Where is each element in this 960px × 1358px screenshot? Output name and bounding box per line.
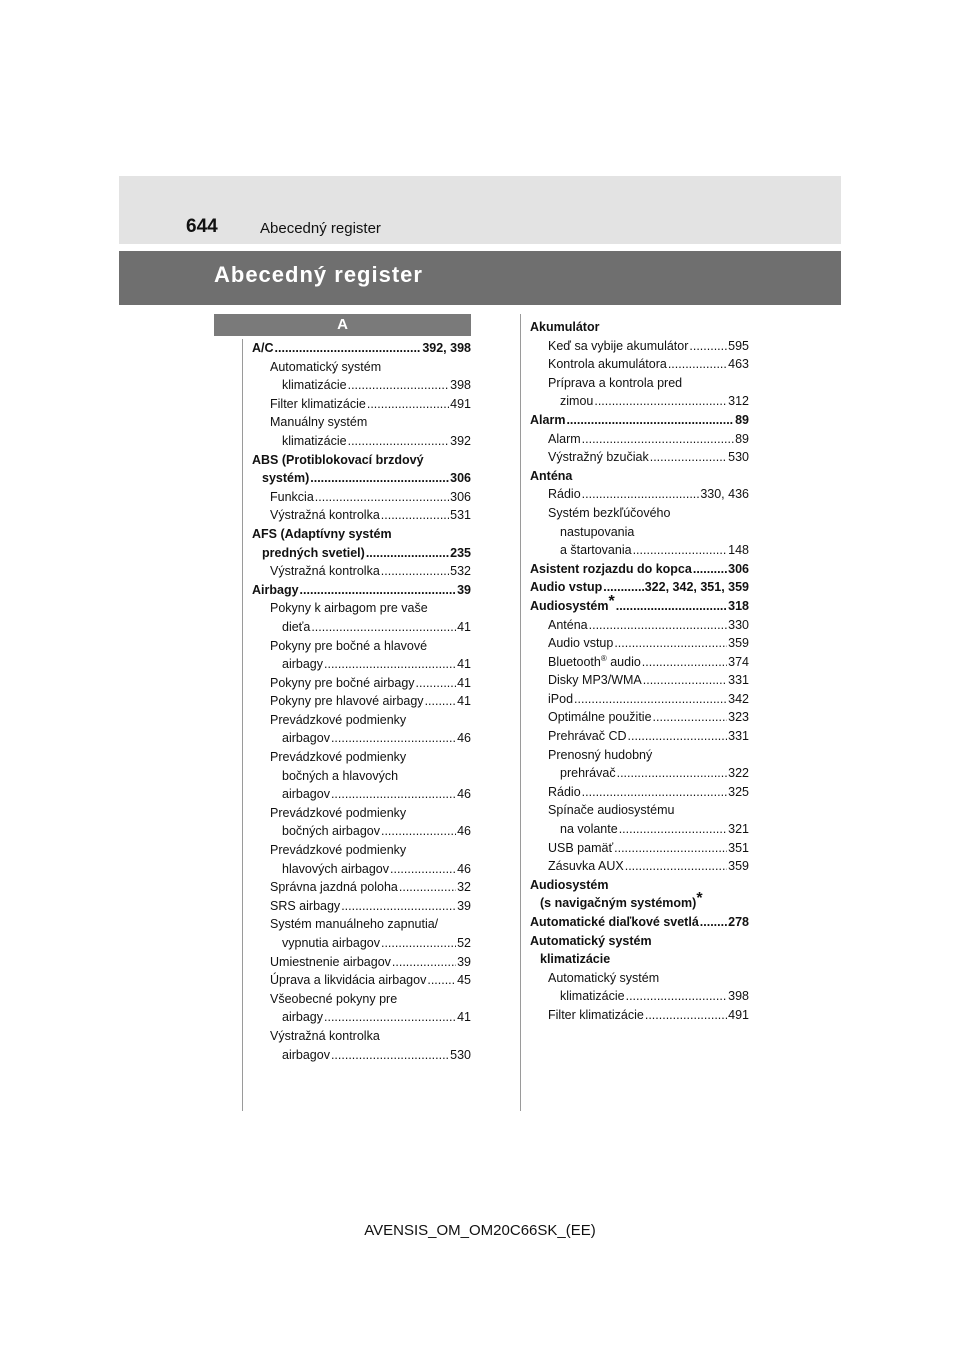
index-entry <box>252 860 471 879</box>
header-band <box>119 176 841 244</box>
index-column-1 <box>252 339 471 1064</box>
index-term: Automatický systém <box>530 933 652 948</box>
index-term: systém) <box>262 471 310 486</box>
page-reference: 52 <box>457 936 471 950</box>
index-entry <box>252 748 471 767</box>
dot-leader <box>617 764 728 783</box>
index-entry <box>530 467 749 486</box>
index-entry <box>252 655 471 674</box>
index-term: Prevádzkové podmienky <box>270 750 407 765</box>
index-entry <box>530 374 749 393</box>
index-term: ABS (Protiblokovací brzdový <box>252 452 424 467</box>
index-term: USB pamäť <box>548 840 614 855</box>
index-term: Rádio <box>548 487 581 502</box>
index-term: Manuálny systém <box>270 415 368 430</box>
index-entry <box>252 915 471 934</box>
index-term-suffix: audio <box>606 654 641 669</box>
dot-leader <box>315 488 449 507</box>
index-entry <box>530 485 749 504</box>
page-reference: 530 <box>450 1047 471 1062</box>
page-title: Abecedný register <box>214 262 423 287</box>
index-entry <box>252 767 471 786</box>
page-reference: 46 <box>457 787 471 802</box>
dot-leader <box>366 544 449 563</box>
page-reference: 532 <box>450 564 471 579</box>
index-entry <box>252 562 471 581</box>
index-term: A/C <box>252 341 274 355</box>
page-reference: 312 <box>728 394 749 409</box>
index-entry <box>530 708 749 727</box>
index-entry <box>252 897 471 916</box>
index-entry <box>252 544 471 563</box>
index-term: bočných airbagov <box>282 824 380 839</box>
index-term: Anténa <box>530 468 573 483</box>
index-term: Prevádzkové podmienky <box>270 843 407 858</box>
page-reference: 398 <box>728 989 749 1004</box>
index-term: Výstražný bzučiak <box>548 450 649 465</box>
dot-leader <box>616 597 727 616</box>
index-entry <box>530 560 749 579</box>
page-reference: 39 <box>457 954 471 969</box>
index-entry <box>530 671 749 690</box>
page-number: 644 <box>186 216 218 237</box>
dot-leader <box>324 1008 456 1027</box>
page-reference: 32 <box>457 880 471 895</box>
index-entry <box>252 1008 471 1027</box>
index-entry <box>252 637 471 656</box>
page-reference: 41 <box>457 657 471 672</box>
index-entry <box>530 857 749 876</box>
dot-leader <box>619 820 727 839</box>
index-entry <box>252 488 471 507</box>
index-term: Príprava a kontrola pred <box>548 375 683 390</box>
index-entry <box>530 987 749 1006</box>
dot-leader <box>367 395 449 414</box>
index-entry <box>530 764 749 783</box>
dot-leader <box>689 337 727 356</box>
index-entry <box>530 932 749 951</box>
index-term: predných svetiel) <box>262 545 365 560</box>
index-term: Anténa <box>548 617 588 632</box>
page-reference: 323 <box>728 710 749 725</box>
index-term: vypnutia airbagov <box>282 936 380 950</box>
index-entry <box>530 690 749 709</box>
index-entry <box>252 581 471 600</box>
letter-heading: A <box>214 314 471 336</box>
index-term: AFS (Adaptívny systém <box>252 526 392 541</box>
dot-leader <box>693 560 727 579</box>
page-reference: 318 <box>728 598 749 613</box>
index-entry <box>530 318 749 337</box>
page-reference: 595 <box>728 338 749 353</box>
dot-leader <box>310 469 449 488</box>
index-term: Výstražná kontrolka <box>270 1028 380 1043</box>
page-reference: 278 <box>728 915 749 929</box>
index-entry <box>530 616 749 635</box>
index-term: klimatizácie <box>540 952 611 967</box>
index-term: Audio vstup <box>548 636 614 651</box>
page-reference: 374 <box>728 654 749 669</box>
index-term: Všeobecné pokyny pre <box>270 991 398 1006</box>
index-term: Spínače audiosystému <box>548 803 675 818</box>
page-reference: 306 <box>450 471 471 486</box>
page-reference: 531 <box>450 508 471 523</box>
index-term: Systém bezkľúčového <box>548 505 671 520</box>
page-reference: 306 <box>450 489 471 504</box>
dot-leader <box>589 616 728 635</box>
dot-leader <box>381 934 456 953</box>
page-reference: 39 <box>457 898 471 913</box>
index-entry <box>252 376 471 395</box>
index-term: klimatizácie <box>560 989 625 1004</box>
dot-leader <box>645 1006 727 1025</box>
dot-leader <box>331 1046 449 1065</box>
index-entry <box>252 358 471 377</box>
page-reference: 491 <box>728 1007 749 1022</box>
index-entry <box>530 890 749 913</box>
index-entry <box>252 990 471 1009</box>
index-term: Automatický systém <box>548 970 660 985</box>
index-term: Zásuvka AUX <box>548 859 624 874</box>
asterisk-icon: * <box>608 592 615 610</box>
page-reference: 359 <box>728 859 749 874</box>
dot-leader <box>390 860 456 879</box>
index-term: Bluetooth® audio <box>548 653 641 669</box>
index-entry <box>252 711 471 730</box>
page-reference: 306 <box>728 561 749 576</box>
index-term: Umiestnenie airbagov <box>270 954 391 969</box>
dot-leader <box>650 448 727 467</box>
dot-leader <box>668 355 727 374</box>
dot-leader <box>331 729 456 748</box>
index-entry <box>252 618 471 637</box>
page-reference: 322 <box>728 766 749 781</box>
index-term: airbagy <box>282 657 323 672</box>
index-entry <box>530 653 749 672</box>
index-term: dieťa <box>282 619 311 634</box>
dot-leader <box>427 971 456 990</box>
page-reference: 359 <box>728 636 749 651</box>
page-reference: 330, 436 <box>700 487 749 502</box>
page-reference: 89 <box>735 431 749 446</box>
index-entry <box>252 432 471 451</box>
index-term: Audiosystém* <box>530 592 615 613</box>
index-term: Výstražná kontrolka <box>270 508 380 523</box>
index-term: prehrávač <box>560 766 616 781</box>
index-entry <box>252 506 471 525</box>
dot-leader <box>425 692 457 711</box>
index-entry <box>530 430 749 449</box>
index-term: Automatické diaľkové svetlá <box>530 915 699 929</box>
dot-leader <box>300 581 457 600</box>
index-term: Automatický systém <box>270 359 382 374</box>
dot-leader <box>582 430 734 449</box>
index-term: Airbagy <box>252 582 299 597</box>
index-entry <box>530 337 749 356</box>
index-term: hlavových airbagov <box>282 861 390 876</box>
index-entry <box>252 953 471 972</box>
dot-leader <box>348 376 450 395</box>
index-entry <box>530 578 749 597</box>
page-reference: 39 <box>457 582 471 597</box>
index-entry <box>530 448 749 467</box>
dot-leader <box>594 392 727 411</box>
page-reference: 235 <box>450 545 471 560</box>
index-term: Audio vstup <box>530 580 603 595</box>
index-entry <box>252 599 471 618</box>
index-term: Správna jazdná poloha <box>270 880 398 895</box>
page-reference: 398 <box>450 378 471 393</box>
index-entry <box>252 785 471 804</box>
dot-leader <box>614 634 727 653</box>
index-term: Výstražná kontrolka <box>270 564 380 579</box>
index-entry <box>252 804 471 823</box>
page-reference: 41 <box>457 694 471 709</box>
index-term: Pokyny k airbagom pre vaše <box>270 601 428 616</box>
index-entry <box>252 413 471 432</box>
index-entry <box>530 523 749 542</box>
index-term: Keď sa vybije akumulátor <box>548 338 689 353</box>
index-term: SRS airbagy <box>270 898 341 913</box>
index-term: Systém manuálneho zapnutia/ <box>270 917 439 932</box>
dot-leader <box>642 653 727 672</box>
dot-leader <box>566 411 734 430</box>
dot-leader <box>341 897 456 916</box>
index-entry <box>530 355 749 374</box>
index-entry <box>252 339 471 358</box>
footer-code: AVENSIS_OM_OM20C66SK_(EE) <box>364 1222 596 1239</box>
index-entry <box>252 822 471 841</box>
page-reference: 342 <box>728 691 749 706</box>
index-term: Prevádzkové podmienky <box>270 712 407 727</box>
index-entry <box>252 395 471 414</box>
page-reference: 148 <box>728 543 749 558</box>
index-term: Prevádzkové podmienky <box>270 805 407 820</box>
index-entry <box>252 1027 471 1046</box>
index-entry <box>530 746 749 765</box>
dot-leader <box>331 785 456 804</box>
page-reference: 392, 398 <box>422 341 471 355</box>
dot-leader <box>348 432 450 451</box>
index-entry <box>252 469 471 488</box>
registered-mark: ® <box>600 653 607 663</box>
index-term: Filter klimatizácie <box>548 1007 644 1022</box>
index-term: Alarm <box>548 431 581 446</box>
index-entry <box>252 934 471 953</box>
column-divider-left <box>242 339 243 1111</box>
dot-leader <box>643 671 727 690</box>
page-reference: 41 <box>457 675 471 690</box>
page-reference: 331 <box>728 673 749 688</box>
index-entry <box>530 592 749 616</box>
header-title: Abecedný register <box>260 220 381 237</box>
index-entry <box>252 878 471 897</box>
dot-leader <box>625 857 727 876</box>
dot-leader <box>381 562 449 581</box>
index-term: Akumulátor <box>530 320 600 334</box>
index-term: Disky MP3/WMA <box>548 673 642 688</box>
index-term: na volante <box>560 822 618 837</box>
page-reference: 321 <box>728 822 749 837</box>
index-entry <box>530 541 749 560</box>
index-term: klimatizácie <box>282 378 347 393</box>
index-entry <box>530 913 749 932</box>
page-reference: 46 <box>457 824 471 839</box>
index-term: Pokyny pre bočné a hlavové <box>270 638 428 653</box>
index-term: Kontrola akumulátora <box>548 357 667 372</box>
index-term: airbagov <box>282 731 330 746</box>
index-term: Pokyny pre bočné airbagy <box>270 675 415 690</box>
dot-leader <box>275 339 422 358</box>
index-entry <box>530 727 749 746</box>
index-entry <box>530 411 749 430</box>
index-entry <box>252 1046 471 1065</box>
page-reference: 330 <box>728 617 749 632</box>
index-entry <box>252 729 471 748</box>
dot-leader <box>416 674 457 693</box>
index-term: Alarm <box>530 412 566 427</box>
index-term: klimatizácie <box>282 433 347 448</box>
index-term: Optimálne použitie <box>548 710 652 725</box>
dot-leader <box>381 506 449 525</box>
page-reference: 322, 342, 351, 359 <box>644 580 749 595</box>
index-term: Rádio <box>548 784 581 799</box>
index-entry <box>252 451 471 470</box>
index-entry <box>530 392 749 411</box>
index-term: Asistent rozjazdu do kopca <box>530 561 692 576</box>
index-term: a štartovania <box>560 543 632 558</box>
page-reference: 46 <box>457 731 471 746</box>
index-term: Prenosný hudobný <box>548 747 653 762</box>
index-term: airbagy <box>282 1010 323 1025</box>
page-reference: 41 <box>457 1010 471 1025</box>
page-reference: 331 <box>728 729 749 744</box>
index-entry <box>530 950 749 969</box>
index-entry <box>252 674 471 693</box>
index-entry <box>252 525 471 544</box>
index-term: (s navigačným systémom)* <box>540 890 703 911</box>
dot-leader <box>626 987 728 1006</box>
index-entry <box>530 876 749 895</box>
index-term: Prehrávač CD <box>548 729 627 744</box>
index-term: Pokyny pre hlavové airbagy <box>270 694 424 709</box>
index-entry <box>530 634 749 653</box>
index-term: iPod <box>548 691 574 706</box>
dot-leader <box>628 727 728 746</box>
index-term: nastupovania <box>560 524 635 539</box>
dot-leader <box>392 953 456 972</box>
index-entry <box>252 841 471 860</box>
index-term: zimou <box>560 394 594 409</box>
index-entry <box>530 504 749 523</box>
dot-leader <box>399 878 456 897</box>
dot-leader <box>700 913 727 932</box>
index-entry <box>530 969 749 988</box>
index-entry <box>530 1006 749 1025</box>
column-divider-middle <box>520 314 521 1111</box>
dot-leader <box>653 708 728 727</box>
index-term: Audiosystém <box>530 877 609 892</box>
dot-leader <box>324 655 456 674</box>
dot-leader <box>574 690 727 709</box>
page-reference: 463 <box>728 357 749 372</box>
page-reference: 325 <box>728 784 749 799</box>
index-term: bočných a hlavových <box>282 768 399 783</box>
index-term: airbagov <box>282 1047 330 1062</box>
index-entry <box>530 783 749 802</box>
page-reference: 491 <box>450 396 471 411</box>
page-reference: 351 <box>728 840 749 855</box>
index-term: Úprava a likvidácia airbagov <box>270 973 427 988</box>
page-reference: 46 <box>457 861 471 876</box>
dot-leader <box>614 839 727 858</box>
index-term: airbagov <box>282 787 330 802</box>
page-reference: 45 <box>457 973 471 988</box>
index-term: Filter klimatizácie <box>270 396 366 411</box>
page-reference: 89 <box>735 412 749 427</box>
page-reference: 530 <box>728 450 749 465</box>
index-entry <box>252 692 471 711</box>
dot-leader <box>381 822 456 841</box>
index-entry <box>530 820 749 839</box>
dot-leader <box>582 485 700 504</box>
asterisk-icon: * <box>696 890 703 908</box>
index-entry <box>530 801 749 820</box>
index-term: Funkcia <box>270 489 314 504</box>
dot-leader <box>633 541 728 560</box>
dot-leader <box>582 783 727 802</box>
page-reference: 41 <box>457 619 471 634</box>
index-entry <box>530 839 749 858</box>
index-column-2 <box>530 318 749 1025</box>
index-entry <box>252 971 471 990</box>
page-reference: 392 <box>450 433 471 448</box>
dot-leader <box>311 618 456 637</box>
